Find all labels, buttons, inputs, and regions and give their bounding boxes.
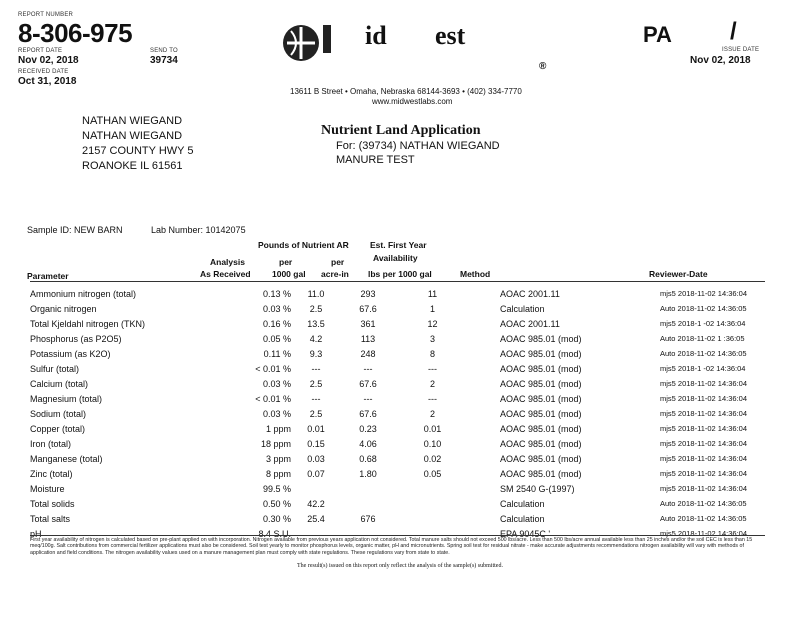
row-method: AOAC 985.01 (mod) bbox=[500, 468, 582, 479]
row-method: AOAC 985.01 (mod) bbox=[500, 378, 582, 389]
table-row bbox=[30, 331, 800, 346]
table-bottom-divider bbox=[30, 535, 765, 536]
header-per-2: per bbox=[331, 257, 345, 267]
row-analysis: 8.4 S.U. bbox=[258, 528, 291, 539]
row-method: EPA 9045C ' bbox=[500, 528, 551, 539]
sample-id: Sample ID: NEW BARN bbox=[27, 225, 123, 235]
row-reviewer-date: mjs5 2018-11-02 14:36:04 bbox=[660, 454, 748, 463]
row-parameter: Zinc (total) bbox=[30, 468, 73, 479]
results-table bbox=[30, 286, 800, 541]
row-first-year-availability: 3 bbox=[429, 333, 435, 344]
header-divider bbox=[30, 281, 765, 282]
row-reviewer-date: mjs5 2018-1 -02 14:36:04 bbox=[660, 364, 746, 373]
row-method: AOAC 985.01 (mod) bbox=[500, 423, 582, 434]
header-availability: Availability bbox=[373, 253, 418, 263]
row-per-acre-in bbox=[341, 481, 395, 496]
table-row bbox=[30, 436, 800, 451]
received-date-label: RECEIVED DATE bbox=[18, 69, 69, 75]
header-lbs-per-1000: lbs per 1000 gal bbox=[368, 269, 432, 279]
row-per-acre-in: 293 bbox=[360, 288, 376, 299]
row-method: AOAC 985.01 (mod) bbox=[500, 363, 582, 374]
row-first-year-availability: 0.05 bbox=[423, 468, 442, 479]
row-first-year-availability: 2 bbox=[429, 378, 435, 389]
row-parameter: Total Kjeldahl nitrogen (TKN) bbox=[30, 318, 146, 329]
row-parameter: Sodium (total) bbox=[30, 408, 87, 419]
row-per-1000-gal: 0.15 bbox=[307, 438, 325, 449]
header-per-1: per bbox=[279, 257, 293, 267]
header-analysis: Analysis bbox=[210, 257, 245, 267]
row-analysis: 1 ppm bbox=[265, 423, 291, 434]
row-parameter: Potassium (as K2O) bbox=[30, 348, 111, 359]
row-analysis: 0.05 % bbox=[262, 333, 291, 344]
issue-date-label: ISSUE DATE bbox=[722, 47, 760, 53]
row-per-1000-gal: 0.03 bbox=[307, 453, 325, 464]
table-row bbox=[30, 286, 800, 301]
row-first-year-availability bbox=[395, 481, 470, 496]
row-analysis: 8 ppm bbox=[265, 468, 291, 479]
row-per-acre-in: 1.80 bbox=[359, 468, 377, 479]
row-analysis: 0.13 % bbox=[262, 288, 291, 299]
row-first-year-availability: 12 bbox=[427, 318, 438, 329]
row-first-year-availability: --- bbox=[428, 363, 437, 374]
row-per-acre-in: --- bbox=[363, 393, 373, 404]
row-reviewer-date: mjs5 2018-11-02 14:36:04 bbox=[660, 529, 748, 538]
row-first-year-availability bbox=[395, 511, 470, 526]
report-date-label: REPORT DATE bbox=[18, 48, 63, 54]
row-reviewer-date: mjs5 2018-11-02 14:36:04 bbox=[660, 469, 748, 478]
row-method: AOAC 2001.11 bbox=[500, 288, 560, 299]
row-reviewer-date: mjs5 2018-11-02 14:36:04 bbox=[660, 484, 748, 493]
client-line-4: ROANOKE IL 61561 bbox=[82, 160, 183, 172]
row-parameter: pH bbox=[30, 528, 42, 539]
table-row bbox=[30, 376, 800, 391]
row-per-1000-gal: --- bbox=[311, 363, 321, 374]
header-reviewer-date: Reviewer-Date bbox=[649, 269, 708, 279]
row-reviewer-date: Auto 2018-11-02 14:36:05 bbox=[660, 349, 747, 358]
footnote: First year availability of nitrogen is calculated based on pre-plant applied on with incorporation. Nitrogen available from previous years application not considered. Total manure salts should not exceed 500 lbs/acre. Less than 500 lbs/acre annual available less than 25 inches and/or the soil CEC is less than 15 meq/100g. Salt contributions from commercial fertilizer applications must also be considered. Soil test yearly to monitor phosphorus levels, organic matter, pH and micronutrients. Spring soil test for residual nitrate - make accurate adjustments recommendations nitrogen availability will vary with methods of application and field conditions. The nitrogen availability values used on a manure management plan must comply with state regulations. These regulations vary from state to state. bbox=[30, 537, 753, 556]
report-number: 8-306-975 bbox=[18, 18, 133, 48]
report-for: For: (39734) NATHAN WIEGAND bbox=[336, 140, 500, 152]
row-reviewer-date: mjs5 2018-11-02 14:36:04 bbox=[660, 409, 748, 418]
header-acre-in: acre-in bbox=[321, 269, 349, 279]
row-analysis: 0.16 % bbox=[262, 318, 291, 329]
client-line-1: NATHAN WIEGAND bbox=[82, 115, 183, 127]
row-method: SM 2540 G-(1997) bbox=[500, 483, 575, 494]
row-per-1000-gal bbox=[291, 481, 341, 496]
client-address bbox=[82, 114, 193, 174]
row-parameter: Magnesium (total) bbox=[30, 393, 103, 404]
row-method: AOAC 985.01 (mod) bbox=[500, 408, 582, 419]
row-reviewer-date: mjs5 2018-11-02 14:36:04 bbox=[660, 424, 748, 433]
brand-text-2: est bbox=[435, 21, 466, 50]
row-per-1000-gal: 42.2 bbox=[307, 498, 325, 509]
page-slash: / bbox=[730, 18, 737, 45]
lab-logo bbox=[277, 13, 557, 75]
send-to-label: SEND TO bbox=[150, 48, 178, 54]
row-per-1000-gal: 0.07 bbox=[307, 468, 325, 479]
row-analysis: 3 ppm bbox=[265, 453, 291, 464]
row-first-year-availability: 0.01 bbox=[423, 423, 442, 434]
table-row bbox=[30, 406, 800, 421]
row-per-1000-gal: 0.01 bbox=[307, 423, 325, 434]
header-pounds-group: Pounds of Nutrient AR bbox=[258, 240, 349, 250]
table-row bbox=[30, 451, 800, 466]
row-method: AOAC 985.01 (mod) bbox=[500, 333, 582, 344]
row-analysis: 0.03 % bbox=[262, 378, 291, 389]
row-parameter: Sulfur (total) bbox=[30, 363, 80, 374]
header-as-received: As Received bbox=[200, 269, 251, 279]
row-reviewer-date: mjs5 2018-11-02 14:36:04 bbox=[660, 394, 748, 403]
send-to: 39734 bbox=[150, 55, 178, 66]
row-parameter: Total solids bbox=[30, 498, 75, 509]
row-per-acre-in: --- bbox=[363, 363, 373, 374]
row-analysis: 0.03 % bbox=[262, 408, 291, 419]
client-line-2: NATHAN WIEGAND bbox=[82, 130, 183, 142]
row-analysis: < 0.01 % bbox=[255, 393, 291, 404]
table-row bbox=[30, 391, 800, 406]
row-reviewer-date: mjs5 2018-1 -02 14:36:04 bbox=[660, 319, 746, 328]
row-reviewer-date: Auto 2018-11-02 14:36:05 bbox=[660, 499, 747, 508]
row-reviewer-date: mjs5 2018-11-02 14:36:04 bbox=[660, 439, 748, 448]
header-per-1000-gal: 1000 gal bbox=[272, 269, 306, 279]
row-parameter: Manganese (total) bbox=[30, 453, 103, 464]
row-per-1000-gal: 2.5 bbox=[309, 408, 323, 419]
row-per-acre-in: 676 bbox=[360, 513, 376, 524]
row-per-acre-in: 67.6 bbox=[359, 303, 377, 314]
row-per-1000-gal: --- bbox=[311, 393, 321, 404]
received-date: Oct 31, 2018 bbox=[18, 76, 77, 87]
row-reviewer-date: Auto 2018-11-02 1 :36:05 bbox=[660, 334, 745, 343]
row-reviewer-date: Auto 2018-11-02 14:36:05 bbox=[660, 304, 747, 313]
row-first-year-availability: 1 bbox=[429, 303, 435, 314]
table-row bbox=[30, 361, 800, 376]
disclaimer: The result(s) issued on this report only reflect the analysis of the sample(s) submitted. bbox=[297, 563, 503, 569]
row-per-acre-in bbox=[341, 496, 395, 511]
table-row bbox=[30, 346, 800, 361]
table-row bbox=[30, 481, 800, 496]
globe-logo-icon bbox=[277, 19, 347, 69]
row-first-year-availability: 8 bbox=[429, 348, 435, 359]
report-date: Nov 02, 2018 bbox=[18, 55, 79, 66]
row-method: AOAC 985.01 (mod) bbox=[500, 393, 582, 404]
table-row bbox=[30, 511, 800, 526]
row-method: AOAC 985.01 (mod) bbox=[500, 453, 582, 464]
client-line-3: 2157 COUNTY HWY 5 bbox=[82, 145, 194, 157]
row-method: Calculation bbox=[500, 498, 545, 509]
row-parameter: Moisture bbox=[30, 483, 65, 494]
row-per-acre-in: 4.06 bbox=[359, 438, 377, 449]
row-method: Calculation bbox=[500, 303, 545, 314]
row-parameter: Iron (total) bbox=[30, 438, 72, 449]
lab-number: Lab Number: 10142075 bbox=[151, 225, 246, 235]
brand-text-1: id bbox=[365, 21, 387, 50]
row-per-1000-gal: 9.3 bbox=[309, 348, 323, 359]
row-first-year-availability: 0.10 bbox=[423, 438, 442, 449]
row-analysis: < 0.01 % bbox=[255, 363, 291, 374]
row-per-1000-gal: 2.5 bbox=[309, 378, 323, 389]
row-parameter: Calcium (total) bbox=[30, 378, 89, 389]
row-method: Calculation bbox=[500, 513, 545, 524]
registered-mark: ® bbox=[539, 61, 547, 72]
table-row bbox=[30, 316, 800, 331]
row-per-1000-gal: 4.2 bbox=[309, 333, 323, 344]
row-parameter: Ammonium nitrogen (total) bbox=[30, 288, 137, 299]
header-method: Method bbox=[460, 269, 491, 279]
lab-website: www.midwestlabs.com bbox=[372, 97, 453, 106]
row-analysis: 0.03 % bbox=[262, 303, 291, 314]
row-first-year-availability: 0.02 bbox=[423, 453, 442, 464]
row-analysis: 0.11 % bbox=[263, 348, 291, 359]
row-method: AOAC 985.01 (mod) bbox=[500, 348, 582, 359]
row-per-acre-in: 67.6 bbox=[359, 378, 377, 389]
row-parameter: Organic nitrogen bbox=[30, 303, 97, 314]
row-first-year-availability: 11 bbox=[427, 288, 438, 299]
row-per-acre-in: 113 bbox=[360, 333, 376, 344]
row-per-1000-gal: 13.5 bbox=[307, 318, 325, 329]
row-reviewer-date: mjs5 2018-11-02 14:36:04 bbox=[660, 379, 748, 388]
issue-date: Nov 02, 2018 bbox=[690, 55, 751, 66]
row-analysis: 99.5 % bbox=[262, 483, 291, 494]
row-per-acre-in: 0.23 bbox=[359, 423, 377, 434]
header-est-first-year: Est. First Year bbox=[370, 240, 427, 250]
table-row bbox=[30, 301, 800, 316]
row-per-acre-in: 248 bbox=[360, 348, 376, 359]
header-parameter: Parameter bbox=[27, 271, 69, 281]
row-analysis: 0.30 % bbox=[262, 513, 291, 524]
row-per-1000-gal: 2.5 bbox=[309, 303, 323, 314]
row-first-year-availability: --- bbox=[428, 393, 437, 404]
row-per-1000-gal: 25.4 bbox=[307, 513, 325, 524]
row-analysis: 0.50 % bbox=[262, 498, 291, 509]
row-per-acre-in: 67.6 bbox=[359, 408, 377, 419]
row-first-year-availability bbox=[395, 496, 470, 511]
row-parameter: Total salts bbox=[30, 513, 71, 524]
row-parameter: Phosphorus (as P2O5) bbox=[30, 333, 122, 344]
report-number-label: REPORT NUMBER bbox=[18, 12, 74, 18]
lab-address: 13611 B Street • Omaha, Nebraska 68144-3693 • (402) 334-7770 bbox=[290, 87, 522, 96]
row-per-acre-in: 361 bbox=[360, 318, 376, 329]
table-row bbox=[30, 496, 800, 511]
page-code: PA bbox=[643, 22, 672, 47]
row-first-year-availability: 2 bbox=[429, 408, 435, 419]
table-row bbox=[30, 421, 800, 436]
row-analysis: 18 ppm bbox=[260, 438, 291, 449]
row-per-acre-in: 0.68 bbox=[359, 453, 377, 464]
row-method: AOAC 2001.11 bbox=[500, 318, 560, 329]
report-title: Nutrient Land Application bbox=[321, 123, 481, 138]
row-method: AOAC 985.01 (mod) bbox=[500, 438, 582, 449]
row-parameter: Copper (total) bbox=[30, 423, 86, 434]
table-row bbox=[30, 466, 800, 481]
report-test: MANURE TEST bbox=[336, 154, 415, 166]
row-reviewer-date: Auto 2018-11-02 14:36:05 bbox=[660, 514, 747, 523]
row-reviewer-date: mjs5 2018-11-02 14:36:04 bbox=[660, 289, 748, 298]
row-per-1000-gal: 11.0 bbox=[307, 288, 325, 299]
